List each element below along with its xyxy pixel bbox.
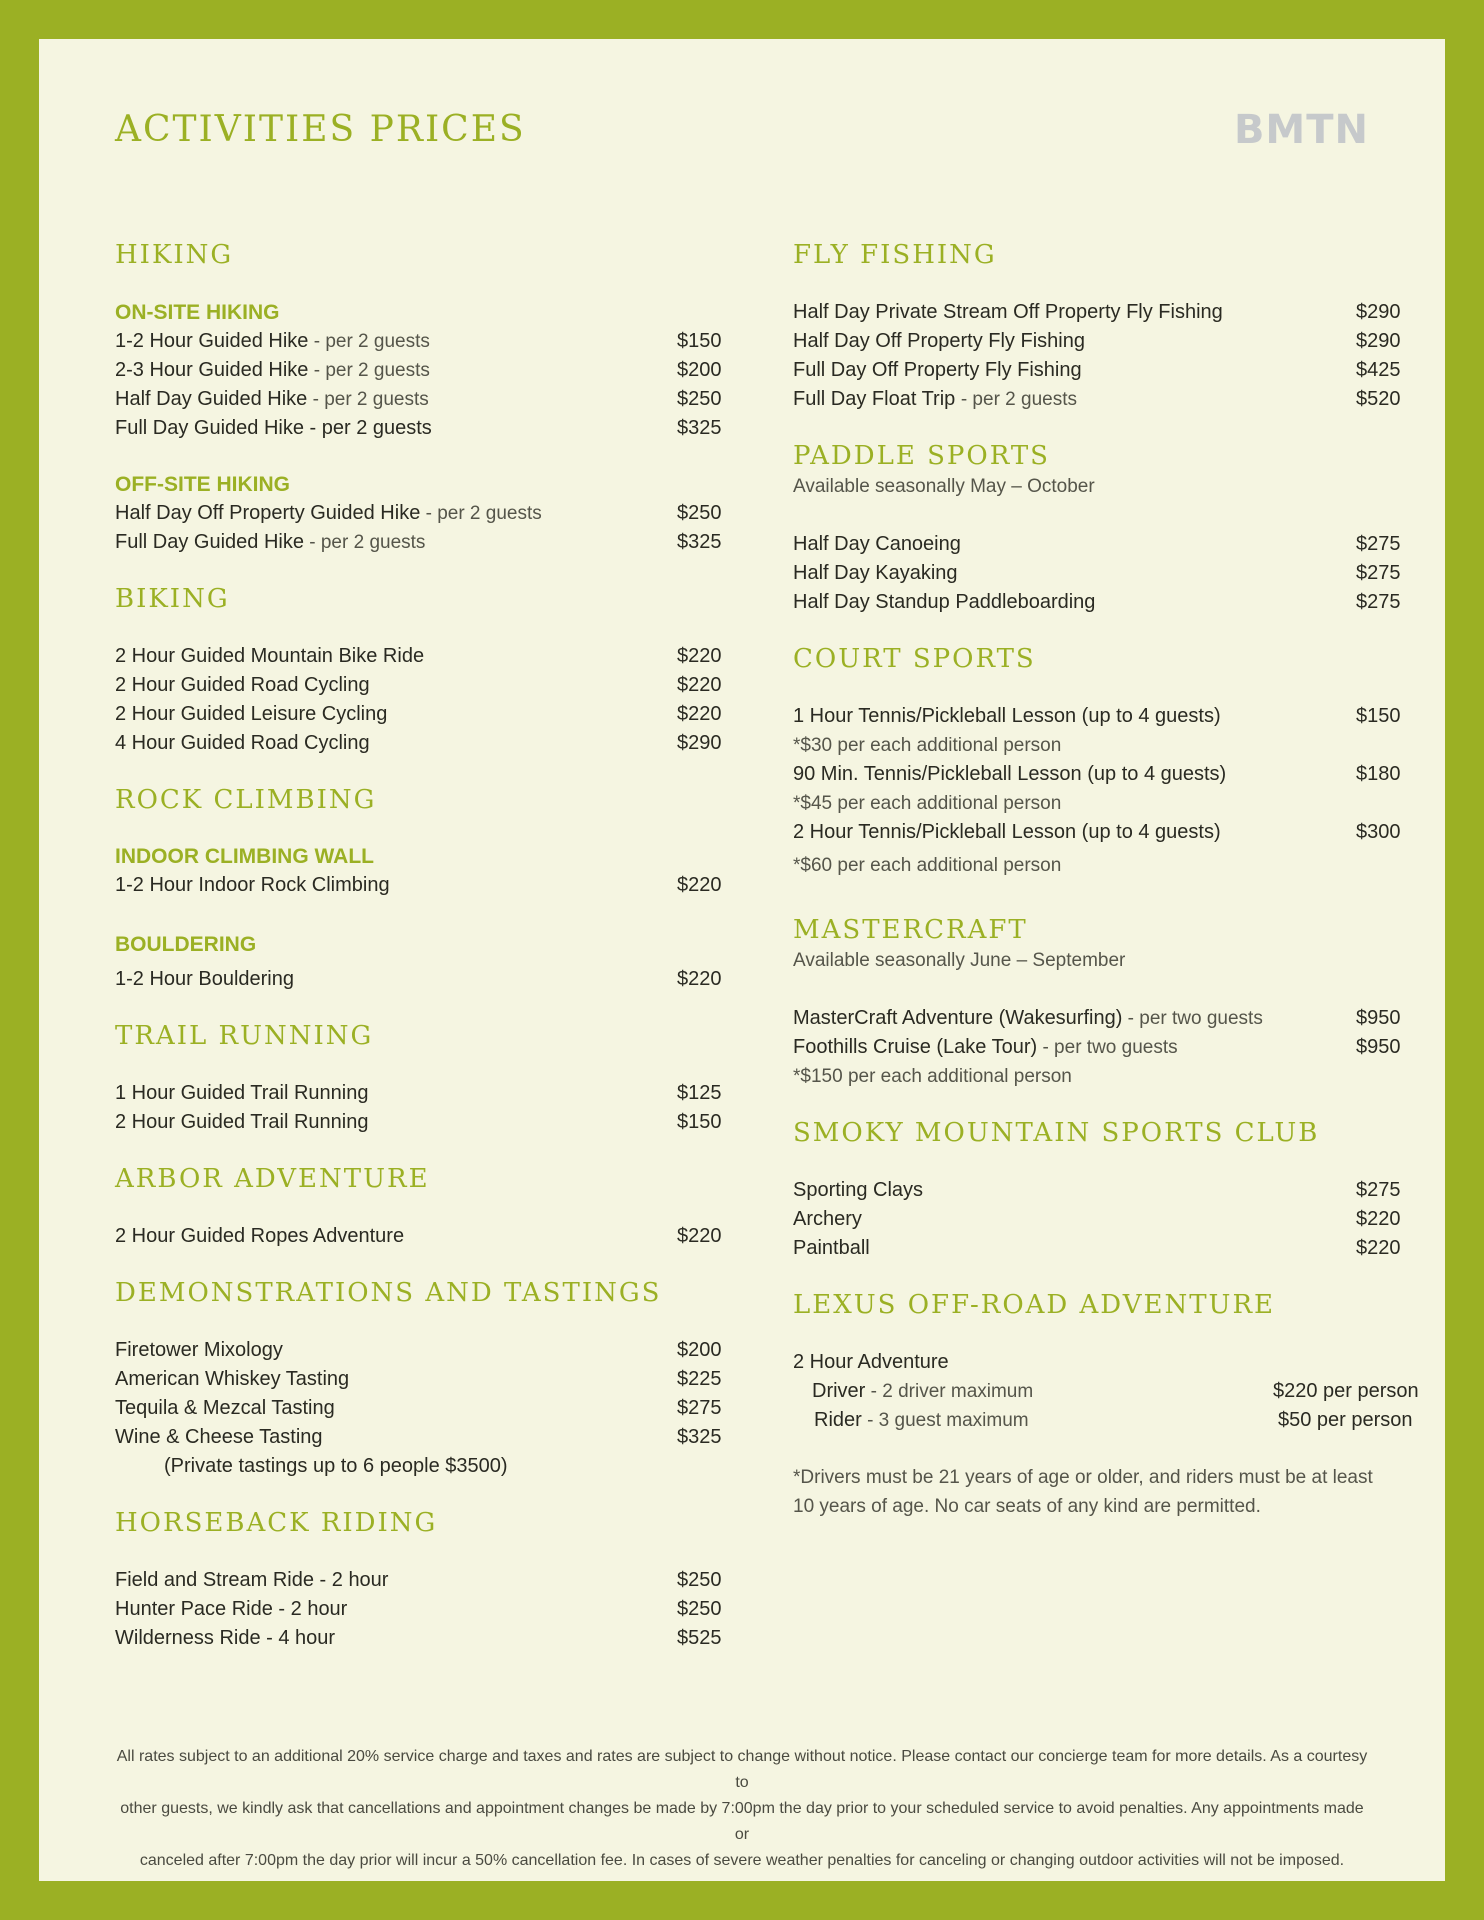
item-price: $275 bbox=[1356, 533, 1401, 555]
item-suffix: - per 2 guests bbox=[307, 389, 429, 410]
item-price: $220 bbox=[677, 703, 722, 725]
item-name: Hunter Pace Ride - 2 hour bbox=[115, 1598, 348, 1620]
brand-logo: BMTN bbox=[1233, 107, 1369, 153]
price-row-driver bbox=[793, 1377, 1419, 1406]
section-heading: FLY FISHING bbox=[793, 240, 997, 270]
item-name: Driver bbox=[812, 1380, 866, 1402]
item-price: $220 bbox=[1356, 1208, 1401, 1230]
item-name: 2 Hour Guided Leisure Cycling bbox=[115, 703, 388, 725]
item-name: 2 Hour Guided Mountain Bike Ride bbox=[115, 645, 425, 667]
item-price: $300 bbox=[1356, 821, 1401, 843]
price-row bbox=[115, 1222, 722, 1251]
price-row bbox=[115, 700, 722, 729]
item-price: $250 bbox=[677, 502, 722, 524]
item-name: Half Day Off Property Guided Hike bbox=[115, 502, 421, 524]
item-price: $250 bbox=[677, 1569, 722, 1591]
section-demonstrations bbox=[115, 1277, 722, 1481]
section-heading: BIKING bbox=[115, 584, 230, 614]
item-price: $250 bbox=[677, 388, 722, 410]
item-name: 2 Hour Guided Road Cycling bbox=[115, 674, 370, 696]
section-horseback bbox=[115, 1507, 722, 1653]
section-heading: ARBOR ADVENTURE bbox=[115, 1164, 430, 1194]
age-requirement-note-line2: 10 years of age. No car seats of any kind are permitted. bbox=[793, 1496, 1261, 1517]
item-name: Half Day Private Stream Off Property Fly Fishing bbox=[793, 301, 1223, 323]
section-court-sports bbox=[793, 643, 1409, 880]
subheading-indoor: INDOOR CLIMBING WALL bbox=[115, 845, 374, 868]
item-name: 2 Hour Guided Trail Running bbox=[115, 1111, 369, 1133]
price-row bbox=[793, 1234, 1409, 1263]
price-row bbox=[793, 530, 1409, 559]
footer-line: canceled after 7:00pm the day prior will incur a 50% cancellation fee. In cases of severe weather penalties for canceling or changing outdoor activities will not be imposed. bbox=[139, 1852, 1345, 1869]
subheading-offsite: OFF-SITE HIKING bbox=[115, 473, 290, 496]
availability-note: Available seasonally May – October bbox=[793, 476, 1095, 497]
price-row bbox=[793, 1033, 1409, 1062]
subheading-bouldering: BOULDERING bbox=[115, 933, 257, 956]
item-price: $150 bbox=[677, 1111, 722, 1133]
item-suffix: - 3 guest maximum bbox=[861, 1410, 1029, 1431]
right-column bbox=[793, 239, 1419, 1521]
item-price: $50 per person bbox=[1278, 1409, 1413, 1431]
item-name: 1-2 Hour Indoor Rock Climbing bbox=[115, 874, 390, 896]
page-title: ACTIVITIES PRICES bbox=[115, 109, 526, 150]
price-sheet bbox=[39, 39, 1445, 1881]
availability-note: Available seasonally June – September bbox=[793, 950, 1126, 971]
price-row bbox=[793, 385, 1409, 414]
item-price: $325 bbox=[677, 417, 722, 439]
item-name: Half Day Kayaking bbox=[793, 562, 958, 584]
price-row bbox=[793, 1176, 1409, 1205]
item-price: $275 bbox=[1356, 591, 1401, 613]
item-name: MasterCraft Adventure (Wakesurfing) bbox=[793, 1007, 1123, 1029]
item-price: $290 bbox=[677, 732, 722, 754]
section-biking bbox=[115, 583, 722, 758]
section-arbor-adventure bbox=[115, 1163, 722, 1251]
price-row bbox=[793, 760, 1409, 789]
footer-line: other guests, we kindly ask that cancellations and appointment changes be made by 7:00pm the day prior to your scheduled service to avoid penalties. Any appointments made or bbox=[120, 1800, 1364, 1843]
additional-person-note: *$30 per each additional person bbox=[793, 735, 1062, 756]
item-price: $525 bbox=[677, 1627, 722, 1649]
item-price: $290 bbox=[1356, 330, 1401, 352]
item-name: Wine & Cheese Tasting bbox=[115, 1426, 323, 1448]
section-trail-running bbox=[115, 1020, 722, 1137]
item-price: $220 bbox=[677, 874, 722, 896]
price-row bbox=[115, 327, 722, 356]
note-text: (Private tastings up to 6 people $3500) bbox=[164, 1455, 508, 1477]
item-name: Half Day Guided Hike bbox=[115, 388, 308, 410]
price-row bbox=[115, 528, 722, 557]
section-hiking bbox=[115, 239, 722, 557]
item-price: $425 bbox=[1356, 359, 1401, 381]
section-fly-fishing bbox=[793, 239, 1409, 414]
section-heading: LEXUS OFF-ROAD ADVENTURE bbox=[793, 1290, 1276, 1320]
item-price: $220 bbox=[1356, 1237, 1401, 1259]
price-row bbox=[793, 298, 1409, 327]
item-price: $220 bbox=[677, 645, 722, 667]
price-row bbox=[115, 1595, 722, 1624]
item-name: Paintball bbox=[793, 1237, 870, 1259]
item-name: Wilderness Ride - 4 hour bbox=[115, 1627, 336, 1649]
item-name: Tequila & Mezcal Tasting bbox=[115, 1397, 335, 1419]
item-name: 4 Hour Guided Road Cycling bbox=[115, 732, 370, 754]
item-price: $275 bbox=[1356, 1179, 1401, 1201]
item-suffix: - per 2 guests bbox=[308, 360, 430, 381]
item-name: Rider bbox=[814, 1409, 862, 1431]
price-row bbox=[115, 1365, 722, 1394]
item-price: $150 bbox=[677, 330, 722, 352]
lexus-title bbox=[793, 1348, 1409, 1377]
item-suffix: - per 2 guests bbox=[308, 331, 430, 352]
section-heading: DEMONSTRATIONS AND TASTINGS bbox=[115, 1278, 662, 1308]
item-name: Field and Stream Ride - 2 hour bbox=[115, 1569, 389, 1591]
price-row bbox=[793, 588, 1409, 617]
section-heading: TRAIL RUNNING bbox=[115, 1021, 374, 1051]
item-name: 2 Hour Adventure bbox=[793, 1351, 949, 1373]
item-name: 2 Hour Guided Ropes Adventure bbox=[115, 1225, 405, 1247]
price-row bbox=[115, 385, 722, 414]
section-heading: ROCK CLIMBING bbox=[115, 785, 377, 815]
item-name: Sporting Clays bbox=[793, 1179, 924, 1201]
item-name: 1-2 Hour Bouldering bbox=[115, 968, 294, 990]
item-price: $250 bbox=[677, 1598, 722, 1620]
item-price: $150 bbox=[1356, 705, 1401, 727]
price-row bbox=[793, 559, 1409, 588]
section-mastercraft bbox=[793, 914, 1409, 1091]
age-requirement-note-line1: *Drivers must be 21 years of age or older, and riders must be at least bbox=[793, 1467, 1373, 1488]
item-price: $220 per person bbox=[1273, 1380, 1419, 1402]
item-price: $180 bbox=[1356, 763, 1401, 785]
price-row bbox=[115, 671, 722, 700]
price-row bbox=[115, 1394, 722, 1423]
section-heading: MASTERCRAFT bbox=[793, 915, 1028, 945]
section-heading: HORSEBACK RIDING bbox=[115, 1508, 438, 1538]
item-name: Full Day Guided Hike bbox=[115, 531, 304, 553]
price-row bbox=[793, 327, 1409, 356]
item-price: $225 bbox=[677, 1368, 722, 1390]
item-price: $220 bbox=[677, 1225, 722, 1247]
item-name: Foothills Cruise (Lake Tour) bbox=[793, 1036, 1038, 1058]
price-row bbox=[115, 1079, 722, 1108]
section-rock-climbing bbox=[115, 784, 722, 994]
price-row bbox=[115, 871, 722, 900]
section-heading: HIKING bbox=[115, 240, 234, 270]
additional-person-note: *$60 per each additional person bbox=[793, 855, 1062, 876]
item-price: $125 bbox=[677, 1082, 722, 1104]
item-suffix: - 2 driver maximum bbox=[865, 1381, 1034, 1402]
left-column bbox=[115, 239, 722, 1653]
price-row bbox=[793, 1004, 1409, 1033]
item-price: $220 bbox=[677, 968, 722, 990]
price-row bbox=[793, 356, 1409, 385]
item-price: $950 bbox=[1356, 1007, 1401, 1029]
item-price: $275 bbox=[1356, 562, 1401, 584]
price-row-rider bbox=[793, 1406, 1413, 1435]
item-name: Half Day Off Property Fly Fishing bbox=[793, 330, 1085, 352]
price-row bbox=[115, 1566, 722, 1595]
terms-footer bbox=[115, 1744, 1369, 1874]
price-row bbox=[115, 729, 722, 758]
item-name: 2-3 Hour Guided Hike bbox=[115, 359, 309, 381]
item-name: 1 Hour Tennis/Pickleball Lesson (up to 4 guests) bbox=[793, 705, 1221, 727]
subheading-onsite: ON-SITE HIKING bbox=[115, 301, 280, 324]
price-row bbox=[115, 414, 722, 443]
item-name: 2 Hour Tennis/Pickleball Lesson (up to 4 guests) bbox=[793, 821, 1221, 843]
item-price: $325 bbox=[677, 531, 722, 553]
price-row bbox=[115, 1423, 722, 1452]
item-price: $200 bbox=[677, 1339, 722, 1361]
item-name: Full Day Guided Hike - per 2 guests bbox=[115, 417, 432, 439]
item-name: 90 Min. Tennis/Pickleball Lesson (up to 4 guests) bbox=[793, 763, 1227, 785]
footer-line: All rates subject to an additional 20% service charge and taxes and rates are subject to change without notice. Please contact our concierge team for more details. As a courtesy to bbox=[116, 1748, 1368, 1791]
price-row bbox=[115, 1108, 722, 1137]
private-tasting-note bbox=[115, 1452, 680, 1481]
item-suffix: - per two guests bbox=[1037, 1037, 1178, 1058]
item-name: 1-2 Hour Guided Hike bbox=[115, 330, 309, 352]
item-name: American Whiskey Tasting bbox=[115, 1368, 350, 1390]
section-paddle-sports bbox=[793, 440, 1409, 617]
item-suffix: - per 2 guests bbox=[960, 389, 1077, 410]
item-name: Archery bbox=[793, 1208, 862, 1230]
item-suffix: - per 2 guests bbox=[303, 532, 426, 553]
price-row bbox=[115, 356, 722, 385]
section-heading: SMOKY MOUNTAIN SPORTS CLUB bbox=[793, 1118, 1320, 1148]
price-row bbox=[115, 499, 722, 528]
price-row bbox=[793, 1205, 1409, 1234]
item-name: Full Day Off Property Fly Fishing bbox=[793, 359, 1082, 381]
item-price: $950 bbox=[1356, 1036, 1401, 1058]
item-price: $200 bbox=[677, 359, 722, 381]
price-row bbox=[793, 702, 1409, 731]
item-price: $325 bbox=[677, 1426, 722, 1448]
item-price: $290 bbox=[1356, 301, 1401, 323]
section-smoky-mountain bbox=[793, 1117, 1409, 1263]
price-row bbox=[793, 818, 1409, 847]
additional-person-note: *$150 per each additional person bbox=[793, 1066, 1072, 1087]
item-price: $275 bbox=[677, 1397, 722, 1419]
item-price: $520 bbox=[1356, 388, 1401, 410]
item-name: Half Day Standup Paddleboarding bbox=[793, 591, 1096, 613]
price-row bbox=[115, 642, 722, 671]
additional-person-note: *$45 per each additional person bbox=[793, 793, 1062, 814]
price-row bbox=[115, 1624, 722, 1653]
item-price: $220 bbox=[677, 674, 722, 696]
section-lexus-offroad bbox=[793, 1289, 1419, 1521]
item-suffix: - per two guests bbox=[1122, 1008, 1263, 1029]
price-row bbox=[115, 965, 722, 994]
item-name: Full Day Float Trip bbox=[793, 388, 961, 410]
item-name: Firetower Mixology bbox=[115, 1339, 283, 1361]
section-heading: COURT SPORTS bbox=[793, 644, 1036, 674]
price-row bbox=[115, 1336, 722, 1365]
item-name: 1 Hour Guided Trail Running bbox=[115, 1082, 369, 1104]
item-name: Half Day Canoeing bbox=[793, 533, 961, 555]
section-heading: PADDLE SPORTS bbox=[793, 441, 1050, 471]
item-suffix: - per 2 guests bbox=[420, 503, 542, 524]
